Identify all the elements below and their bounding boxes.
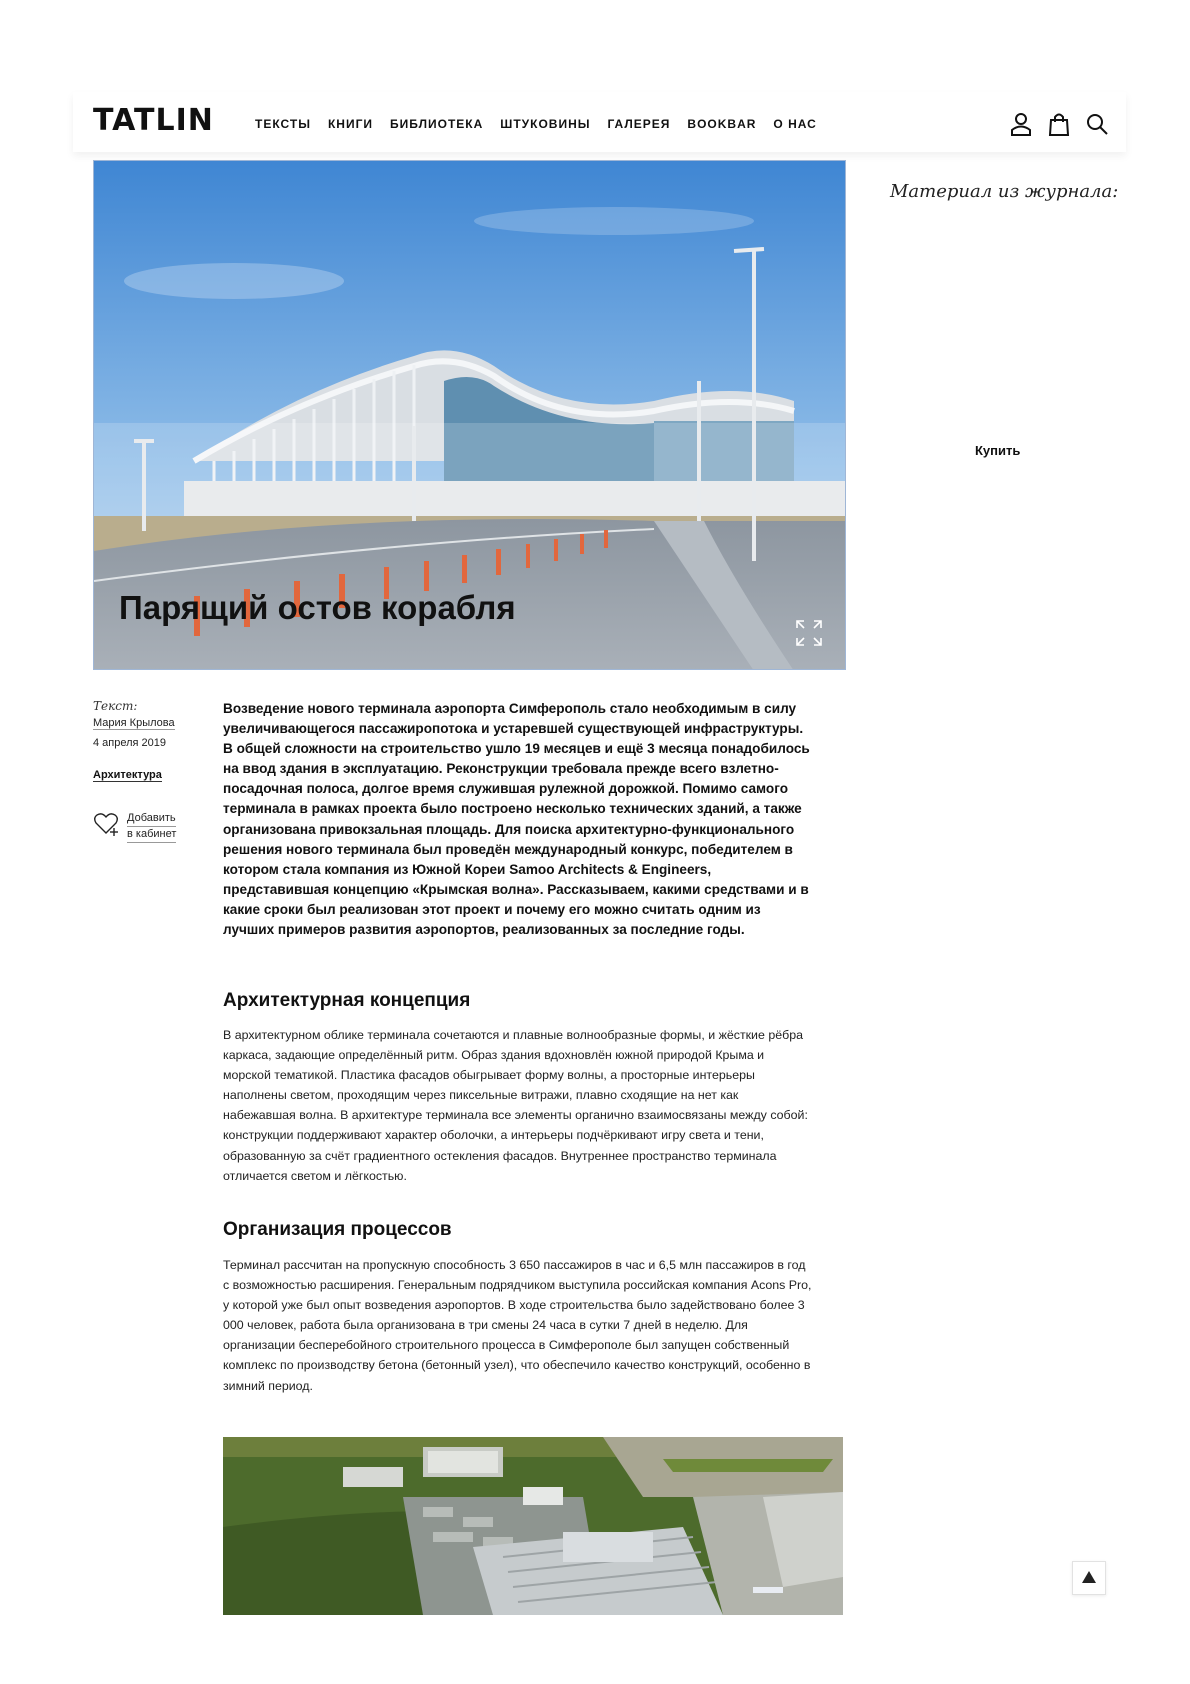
nav-item-books[interactable]: КНИГИ	[327, 117, 373, 131]
site-logo[interactable]: TATLIN	[93, 103, 214, 138]
header-actions	[1010, 112, 1108, 136]
arrow-up-icon	[1082, 1571, 1096, 1583]
favorite-line-2: в кабинет	[127, 827, 176, 843]
hero-image	[93, 160, 846, 670]
heart-plus-icon	[93, 811, 119, 837]
article-lead: Возведение нового терминала аэропорта Симферополь стало необходимым в силу увеличивающегося пассажиропотока и устаревшей существующей инфраструктуры. В общей сложности на строительство ушло 19 месяцев и ещё 3 месяца понадобилось на ввод здания в эксплуатацию. Реконструкции требовала прежде всего взлетно-посадочная полоса, долгое время служившая рулежной дорожкой. Помимо самого терминала в рамках проекта было построено несколько технических зданий, а также организована привокзальная площадь. Для поиска архитектурно-функционального решения нового терминала был проведён международный конкурс, победителем в котором стала компания из Южной Кореи Samoo Architects & Engineers, представившая концепцию «Крымская волна». Рассказываем, какими средствами и в какие сроки был реализован этот проект и почему его можно считать одним из лучших примеров развития аэропортов, реализованных за последние годы.	[223, 701, 810, 938]
article-meta	[93, 699, 203, 840]
article-title: Парящий остов корабля	[119, 589, 516, 626]
nav-item-bookbar[interactable]: BOOKBAR	[687, 117, 757, 131]
site-header	[73, 92, 1126, 152]
search-icon[interactable]	[1086, 112, 1108, 136]
buy-link[interactable]: Купить	[975, 443, 1021, 458]
nav-item-gallery[interactable]: ГАЛЕРЕЯ	[607, 117, 671, 131]
main-nav	[255, 117, 817, 131]
aerial-photo	[223, 1437, 843, 1615]
scroll-to-top-button[interactable]	[1072, 1561, 1106, 1595]
author-label: Текст:	[93, 699, 138, 713]
add-to-favorites-label	[127, 811, 176, 843]
nav-item-things[interactable]: ШТУКОВИНЫ	[500, 117, 591, 131]
publish-date: 4 апреля 2019	[93, 737, 167, 749]
section-text-processes: Терминал рассчитан на пропускную способность 3 650 пассажиров в час и 6,5 млн пассажиров в год с возможностью расширения. Генеральным подрядчиком выступила российская компания Acons Pro, у которой уже был опыт возведения аэропортов. В ходе строительства было задействовано более 3 000 человек, работа была организована в три смены 24 часа в сутки 7 дней в неделю. Для организации бесперебойного строительного процесса в Симферополе был запущен собственный комплекс по производству бетона (бетонный узел), что обеспечило качество конструкций, особенно в зимний период.	[223, 1258, 812, 1393]
cart-icon[interactable]	[1048, 112, 1070, 136]
section-title-processes: Организация процессов	[223, 1219, 452, 1240]
nav-item-about[interactable]: О НАС	[773, 117, 817, 131]
add-to-favorites-button[interactable]	[93, 811, 176, 843]
favorite-line-1: Добавить	[127, 811, 176, 827]
section-title-concept: Архитектурная концепция	[223, 990, 471, 1011]
expand-icon[interactable]	[795, 619, 823, 647]
category-tag[interactable]: Архитектура	[93, 769, 162, 781]
author-link[interactable]: Мария Крылова	[93, 717, 175, 729]
nav-item-texts[interactable]: ТЕКСТЫ	[255, 117, 311, 131]
section-text-concept: В архитектурном облике терминала сочетаются и плавные волнообразные формы, и жёсткие рёбра каркаса, задающие определённый ритм. Образ здания вдохновлён южной природой Крыма и морской тематикой. Пластика фасадов обыгрывает форму волны, а просторные интерьеры наполнены светом, проходящим через пиксельные витражи, плавно сходящие на нет как набежавшая волна. В архитектуре терминала все элементы органично взаимосвязаны между собой: конструкции поддерживают характер оболочки, а интерьеры подчёркивают игру света и тени, образованную за счёт градиентного остекления фасадов. Внутреннее пространство терминала отличается светом и лёгкостью.	[223, 1028, 808, 1183]
nav-item-library[interactable]: БИБЛИОТЕКА	[390, 117, 484, 131]
airport-aerial-photo	[223, 1437, 843, 1615]
journal-label: Материал из журнала:	[890, 181, 1119, 202]
user-icon[interactable]	[1010, 112, 1032, 136]
